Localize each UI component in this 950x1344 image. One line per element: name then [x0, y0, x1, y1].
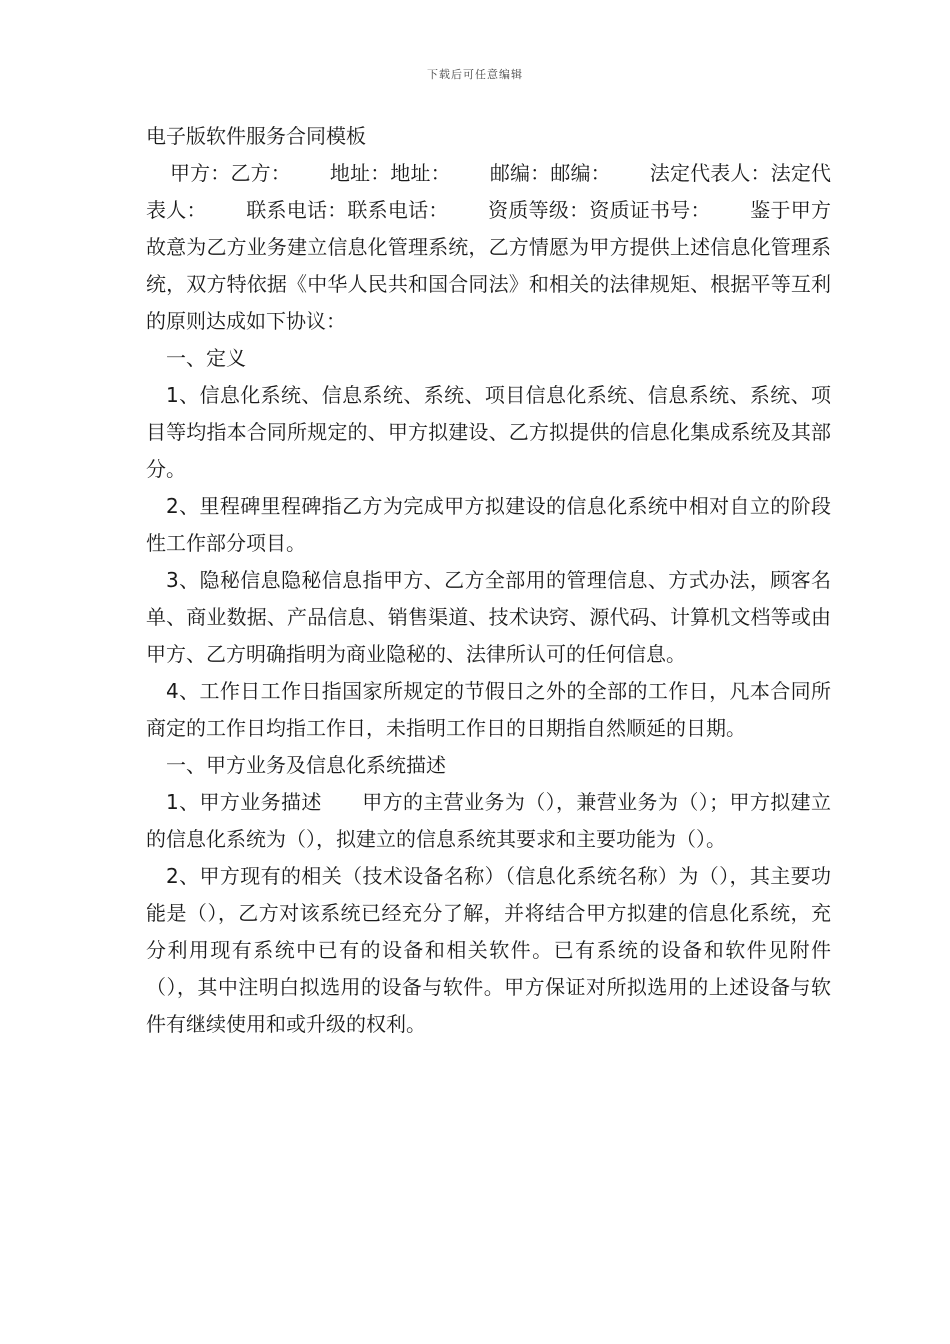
paragraph-definition-4: 4、工作日工作日指国家所规定的节假日之外的全部的工作日，凡本合同所商定的工作日均指工作日，未指明工作日的日期指自然顺延的日期。 — [146, 679, 831, 740]
paragraph-business-1: 1、甲方业务描述 甲方的主营业务为（），兼营业务为（）；甲方拟建立的信息化系统为（），拟建立的信息系统其要求和主要功能为（）。 — [146, 790, 831, 851]
paragraph-business-2: 2、甲方现有的相关（技术设备名称）（信息化系统名称）为（），其主要功能是（），乙方对该系统已经充分了解，并将结合甲方拟建的信息化系统，充分利用现有系统中已有的设备和相关软件。已有系统的设备和软件见附件（），其中注明白拟选用的设备与软件。甲方保证对所拟选用的上述设备与软件有继续使用和或升级的权利。 — [146, 864, 831, 1036]
paragraph-definition-1: 1、信息化系统、信息系统、系统、项目信息化系统、信息系统、系统、项目等均指本合同所规定的、甲方拟建设、乙方拟提供的信息化集成系统及其部分。 — [146, 383, 831, 481]
section-heading-definitions: 一、定义 — [166, 346, 246, 370]
document-title: 电子版软件服务合同模板 — [146, 124, 366, 148]
section-heading-business: 一、甲方业务及信息化系统描述 — [166, 753, 446, 777]
paragraph-parties: 甲方：乙方： 地址：地址： 邮编：邮编： 法定代表人：法定代表人： 联系电话：联系电话： 资质等级：资质证书号： 鉴于甲方故意为乙方业务建立信息化管理系统，乙方情愿为甲方提供上述信息化管理系统，双方特依据《中华人民共和国合同法》和相关的法律规矩、根据平等互利的原则达成如下协议： — [146, 161, 831, 333]
paragraph-definition-3: 3、隐秘信息隐秘信息指甲方、乙方全部用的管理信息、方式办法，顾客名单、商业数据、产品信息、销售渠道、技术诀窍、源代码、计算机文档等或由甲方、乙方明确指明为商业隐秘的、法律所认可的任何信息。 — [146, 568, 831, 666]
header-note: 下载后可任意编辑 — [427, 68, 523, 81]
paragraph-definition-2: 2、里程碑里程碑指乙方为完成甲方拟建设的信息化系统中相对自立的阶段性工作部分项目。 — [146, 494, 831, 555]
document-body — [146, 118, 831, 1043]
